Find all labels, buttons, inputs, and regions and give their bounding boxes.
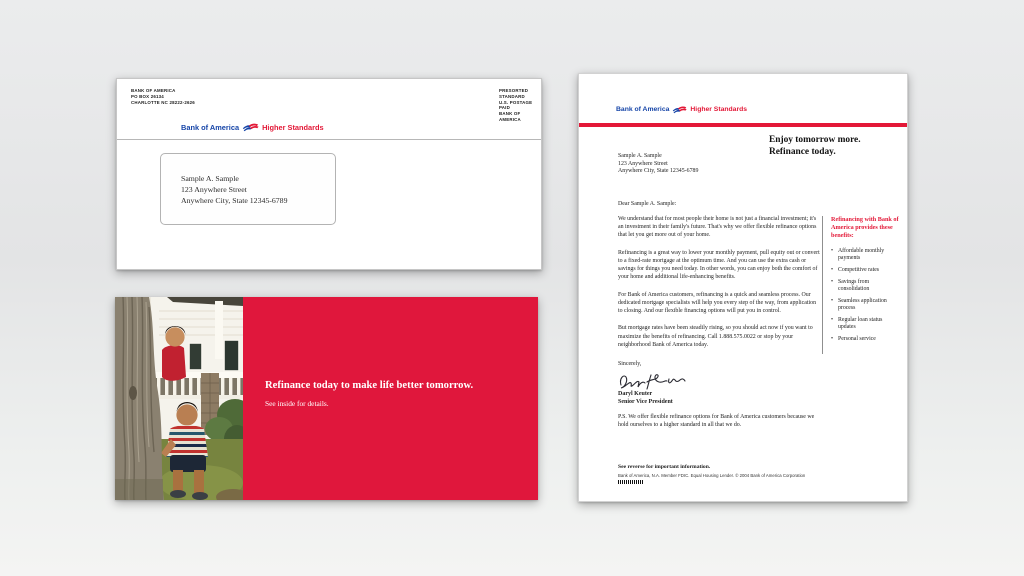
recipient-line: Anywhere City, State 12345-6789 bbox=[181, 196, 288, 205]
benefit-item: • Seamless application process bbox=[831, 298, 901, 313]
footer-legal-line: Bank of America, N.A. Member FDIC. Equal Housing Lender. © 2004 Bank of America Corporation bbox=[618, 472, 806, 478]
logo-tagline: Higher Standards bbox=[262, 122, 324, 132]
body-paragraph: We understand that for most people their home is not just a financial investment; it's an investment in their family's future. That's why we offer flexible refinance options that let you get more out of your home. bbox=[618, 216, 817, 239]
envelope bbox=[116, 78, 542, 270]
letter-footer bbox=[618, 464, 878, 484]
recipient-line: Sample A. Sample bbox=[181, 174, 239, 183]
teaser-card bbox=[115, 297, 538, 500]
body-paragraph: Refinancing is a great way to lower your monthly payment, pull equity out or convert to a fixed-rate mortgage at the optimum time. And you can use the extra cash or savings for things you need today. In other words, you can enjoy both the comfort of your home and additional life-enhancing benefits. bbox=[618, 249, 820, 281]
indicia-line: BANK OF AMERICA bbox=[499, 111, 521, 122]
indicia-line: PAID bbox=[499, 105, 510, 111]
postscript: P.S. We offer flexible refinance options for Bank of America customers because we hold ourselves to a higher standard in all that we do. bbox=[618, 414, 815, 429]
letter-recipient-address bbox=[618, 153, 698, 176]
signer-name: Daryl Keuter bbox=[618, 391, 653, 397]
envelope-flap-line bbox=[117, 139, 541, 140]
bank-flag-icon bbox=[242, 122, 259, 132]
bank-of-america-logo bbox=[181, 122, 324, 132]
benefit-item: • Regular loan status updates bbox=[831, 317, 901, 332]
signer-block bbox=[618, 390, 673, 407]
benefits-sidebar bbox=[822, 216, 901, 354]
indicia-line: U.S. POSTAGE bbox=[499, 99, 533, 105]
benefit-item: • Personal service bbox=[831, 336, 901, 343]
recipient-line: Anywhere City, State 12345-6789 bbox=[618, 168, 699, 175]
form-code-mark bbox=[618, 480, 644, 484]
footer-important-note: See reverse for important information. bbox=[618, 464, 711, 470]
recipient-address bbox=[181, 173, 287, 206]
letter-headline-line: Enjoy tomorrow more. bbox=[769, 135, 861, 145]
return-address-line: PO BOX 26134 bbox=[131, 93, 164, 99]
benefit-item: • Affordable monthly payments bbox=[831, 248, 901, 263]
recipient-line: 123 Anywhere Street bbox=[181, 185, 247, 194]
card-message bbox=[265, 379, 525, 408]
benefit-item: • Savings from consolidation bbox=[831, 279, 901, 294]
logo-tagline: Higher Standards bbox=[690, 106, 748, 113]
children-house-photo bbox=[115, 297, 243, 500]
card-subline: See inside for details. bbox=[265, 399, 329, 408]
return-address-line: BANK OF AMERICA bbox=[131, 88, 176, 93]
bank-flag-icon bbox=[672, 105, 687, 114]
benefits-title: Refinancing with Bank of America provides these benefits: bbox=[831, 216, 899, 239]
logo-bank-name: Bank of America bbox=[181, 122, 240, 132]
return-address-line: CHARLOTTE NC 28222-2626 bbox=[131, 99, 195, 105]
envelope-address-window bbox=[160, 153, 336, 225]
benefits-list bbox=[831, 248, 901, 343]
indicia-line: PRESORTED bbox=[499, 88, 529, 93]
refinance-letter bbox=[578, 73, 908, 502]
letter-headline bbox=[769, 135, 861, 158]
indicia-line: STANDARD bbox=[499, 93, 525, 99]
postage-indicia bbox=[499, 88, 541, 123]
recipient-line: 123 Anywhere Street bbox=[618, 160, 668, 167]
return-address bbox=[131, 88, 195, 105]
salutation: Dear Sample A. Sample: bbox=[618, 201, 677, 207]
letter-headline-line: Refinance today. bbox=[769, 146, 836, 157]
body-paragraph: But mortgage rates have been steadily rising, so you should act now if you want to maximize the benefits of refinancing. Call 1.888.575.0022 or stop by your neighborhood Bank of America today. bbox=[618, 325, 813, 348]
signer-title: Senior Vice President bbox=[618, 399, 673, 406]
recipient-line: Sample A. Sample bbox=[618, 153, 662, 159]
letter-body bbox=[618, 215, 821, 358]
letterhead-red-rule bbox=[579, 123, 907, 127]
bank-of-america-logo bbox=[616, 105, 747, 114]
body-paragraph: For Bank of America customers, refinancing is a quick and seamless process. Our dedicated mortgage specialists will help you every step of the way, from application to closing. And our flexible financing options will put you in control. bbox=[618, 291, 817, 314]
card-headline: Refinance today to make life better tomorrow. bbox=[265, 380, 474, 391]
logo-bank-name: Bank of America bbox=[616, 106, 670, 113]
benefit-item: • Competitive rates bbox=[831, 267, 901, 274]
closing: Sincerely, bbox=[618, 361, 642, 367]
